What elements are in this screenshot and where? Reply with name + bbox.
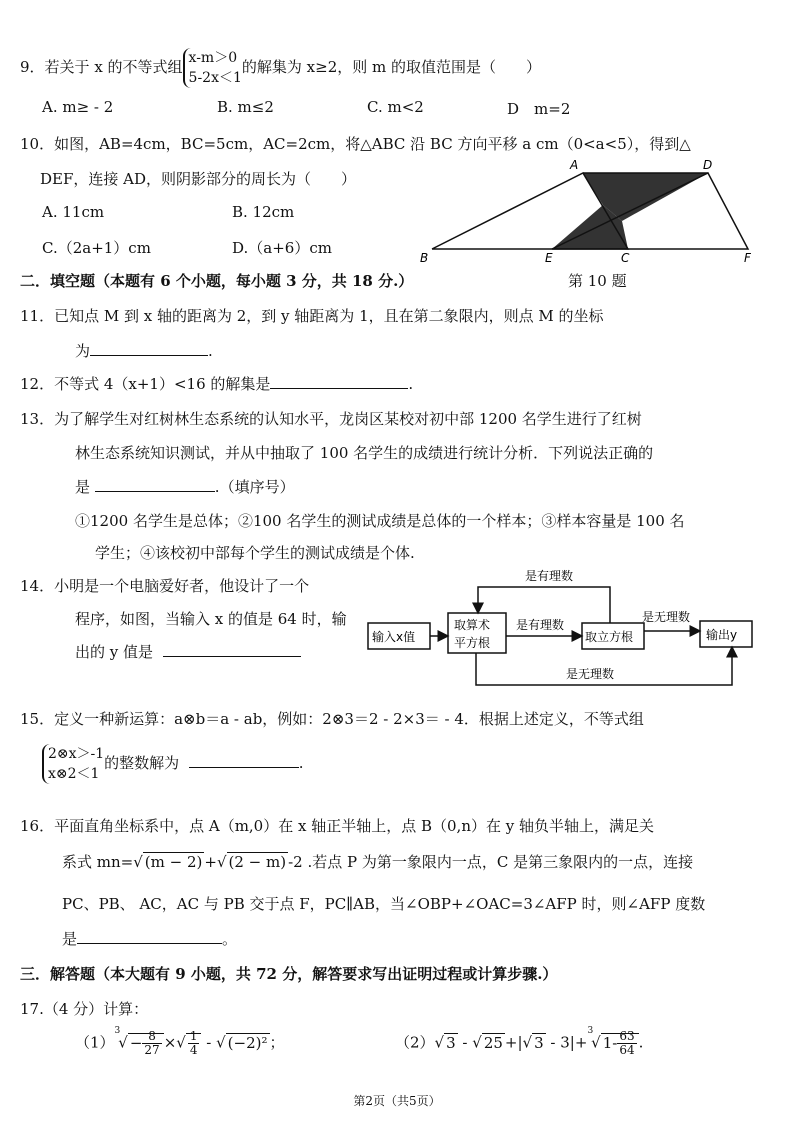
- radicand: (−2)²: [227, 1033, 268, 1052]
- text: .（填序号）: [214, 478, 295, 496]
- operator: +: [204, 853, 217, 871]
- text: 出的 y 值是: [75, 643, 154, 661]
- denominator: 4: [189, 1043, 198, 1057]
- numerator: 1: [189, 1029, 198, 1043]
- inequality-line: 2⊗x＞-1: [48, 746, 105, 762]
- question-10-line2: DEF，连接 AD，则阴影部分的周长为（ ）: [40, 170, 357, 188]
- option-a: A. 11cm: [42, 203, 105, 221]
- operator: - 3|+: [545, 1033, 588, 1052]
- text: 的整数解为: [104, 754, 180, 772]
- label-is-rational: 是有理数: [525, 569, 574, 583]
- question-13-line2: 林生态系统知识测试，并从中抽取了 100 名学生的成绩进行统计分析．下列说法正确的: [75, 444, 654, 462]
- answer-blank: [77, 929, 222, 944]
- text: 为: [75, 342, 91, 360]
- option-b: B. m≤2: [217, 98, 274, 116]
- denominator: 27: [144, 1043, 160, 1057]
- answer-blank: [270, 374, 408, 389]
- text: 是: [62, 930, 78, 948]
- question-10-line1: 10．如图，AB=4cm，BC=5cm，AC=2cm，将△ABC 沿 BC 方向平移 a cm（0<a<5），得到△: [20, 135, 691, 153]
- answer-blank: [163, 642, 301, 657]
- section-3-title: 三．解答题（本大题有 9 小题，共 72 分，解答要求写出证明过程或计算步骤.）: [20, 965, 558, 983]
- operator: -: [457, 1033, 473, 1052]
- sqrt-expression: √ (2 − m): [216, 853, 287, 871]
- label-b: B: [420, 251, 429, 265]
- label-is-irrational: 是无理数: [642, 610, 691, 624]
- input-label: 输入x值: [372, 630, 416, 644]
- text: ；: [269, 1033, 285, 1052]
- option-d: D m=2: [507, 100, 571, 118]
- fraction: [188, 1030, 200, 1057]
- text: 12．不等式 4（x+1）<16 的解集是: [20, 375, 271, 393]
- sign: −: [129, 1033, 143, 1052]
- question-13-line4: ①1200 名学生是总体；②100 名学生的测试成绩是总体的一个样本；③样本容量是 100 名: [75, 512, 685, 530]
- option-d: D.（a+6）cm: [232, 239, 332, 257]
- section-2-title: 二．填空题（本题有 6 个小题，每小题 3 分，共 18 分.）: [20, 272, 414, 290]
- denominator: 64: [619, 1043, 635, 1057]
- answer-blank: [95, 477, 215, 492]
- question-16-line2: [62, 851, 693, 872]
- question-15-line1: 15．定义一种新运算：a⊗b＝a - ab，例如：2⊗3＝2 - 2×3＝ - 4．根据上述定义，不等式组: [20, 710, 644, 728]
- label-c: C: [621, 251, 630, 265]
- inequality-system: [42, 744, 104, 784]
- text: .: [638, 1033, 644, 1052]
- question-text: 的解集为 x≥2，则 m 的取值范围是（ ）: [241, 58, 542, 76]
- question-13-line1: 13．为了解学生对红树林生态系统的认知水平，龙岗区某校对初中部 1200 名学生进行了红树: [20, 410, 642, 428]
- question-14-line1: 14．小明是一个电脑爱好者，他设计了一个: [20, 577, 310, 595]
- text: 1-: [602, 1033, 618, 1052]
- question-17-part2: （2）√ 3 - √ 25 +|√ 3 - 3|+$^3$√ 1- $\frac{63}{64}$ .: [395, 1026, 644, 1057]
- inequality-line: x⊗2＜1: [48, 766, 100, 782]
- part-label: （2）: [395, 1033, 435, 1052]
- root-index: 3: [114, 1026, 121, 1036]
- sqrt-label-2: 平方根: [454, 636, 491, 650]
- operator: -: [201, 1033, 217, 1052]
- radicand: (2 − m): [228, 853, 287, 871]
- inequality-line: 5-2x＜1: [188, 70, 242, 86]
- sqrt-label-1: 取算术: [454, 618, 491, 632]
- radicand: [601, 1029, 639, 1057]
- figure-10: [415, 156, 765, 266]
- text: 是: [75, 478, 91, 496]
- sqrt-expression: √ (m − 2): [133, 853, 203, 871]
- question-16-line1: 16．平面直角坐标系中，点 A（m,0）在 x 轴正半轴上，点 B（0,n）在 y 轴负半轴上，满足关: [20, 817, 654, 835]
- text: .: [408, 375, 414, 393]
- radicand: [186, 1029, 202, 1057]
- numerator: 63: [619, 1029, 635, 1043]
- radicand: [128, 1029, 164, 1057]
- label-is-rational: 是有理数: [516, 618, 565, 632]
- inequality-system: [183, 48, 242, 88]
- answer-blank: [90, 341, 208, 356]
- question-13-line3: [75, 476, 295, 497]
- question-15-line2: 2⊗x＞-1 x⊗2＜1 的整数解为 .: [42, 744, 304, 784]
- page-footer: 第2页（共5页）: [353, 1094, 441, 1108]
- label-e: E: [545, 251, 553, 265]
- answer-blank: [189, 753, 299, 768]
- part-label: （1）: [75, 1033, 115, 1052]
- option-a: A. m≥ - 2: [42, 98, 114, 116]
- output-label: 输出y: [706, 628, 738, 642]
- root-index: 3: [587, 1026, 594, 1036]
- question-13-line5: 学生；④该校初中部每个学生的测试成绩是个体.: [95, 544, 415, 562]
- radicand: (m − 2): [144, 853, 203, 871]
- text: 。: [222, 930, 238, 948]
- question-text: 若关于 x 的不等式组: [44, 58, 183, 76]
- inequality-line: x-m＞0: [188, 50, 238, 66]
- label-a: A: [570, 158, 579, 172]
- option-c: C.（2a+1）cm: [42, 239, 151, 257]
- question-number: 9．: [20, 58, 45, 76]
- question-14-line2: 程序，如图，当输入 x 的值是 64 时，输: [75, 610, 347, 628]
- fraction: [617, 1030, 636, 1057]
- text: .: [208, 342, 213, 360]
- question-17-head: 17.（4 分）计算：: [20, 1000, 149, 1018]
- text: 系式 mn=: [62, 853, 134, 871]
- option-c: C. m<2: [367, 98, 424, 116]
- numerator: 8: [142, 1030, 161, 1044]
- question-17-part1: $(1)^3√$ − $\frac{8}{27}$ ×√ $\frac{1}{4}$ - √ (−2)² ；: [75, 1026, 285, 1057]
- question-12: [20, 373, 413, 394]
- label-f: F: [744, 251, 751, 265]
- label-is-irrational: 是无理数: [566, 667, 615, 681]
- label-d: D: [703, 158, 713, 172]
- flowchart: [360, 565, 760, 693]
- radicand: 3: [446, 1033, 456, 1052]
- question-11-line1: 11．已知点 M 到 x 轴的距离为 2，到 y 轴距离为 1，且在第二象限内，则点 M 的坐标: [20, 307, 604, 325]
- question-16-line3: PC、PB、 AC，AC 与 PB 交于点 F，PC∥AB，当∠OBP+∠OAC=3∠AFP 时，则∠AFP 度数: [62, 895, 706, 913]
- figure-10-caption: 第 10 题: [568, 272, 627, 290]
- question-11-line2: [75, 340, 213, 361]
- radicand: 25: [483, 1033, 503, 1052]
- option-b: B. 12cm: [232, 203, 295, 221]
- question-14-line3: [75, 641, 301, 662]
- radicand: 3: [534, 1033, 544, 1052]
- operator: ×: [163, 1033, 177, 1052]
- operator: +|: [504, 1033, 523, 1052]
- cbrt-label: 取立方根: [585, 630, 634, 644]
- question-9: [20, 48, 541, 88]
- question-16-line4: [62, 928, 237, 949]
- text: -2 .若点 P 为第一象限内一点，C 是第三象限内的一点，连接: [288, 853, 694, 871]
- fraction: [142, 1030, 161, 1057]
